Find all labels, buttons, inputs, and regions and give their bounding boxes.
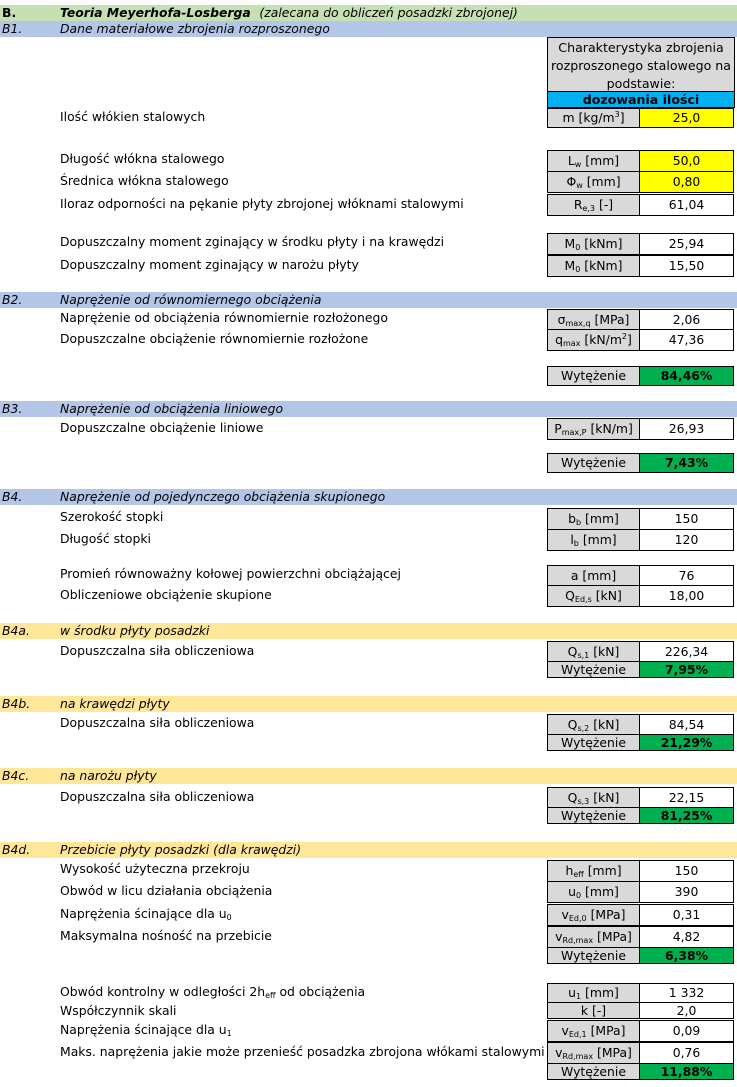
section-code: B4c. (2, 768, 30, 783)
section-code: B3. (2, 401, 23, 416)
symbol-m0-center: $M_0$ [kNm] (547, 233, 640, 255)
section-header-b4a (0, 623, 737, 639)
utilization-value-b4d-1: 6,38% (639, 947, 734, 964)
symbol-ved0: $v_{Ed,0}$ [MPa] (547, 904, 640, 926)
utilization-label-b4a: Wytężenie (547, 661, 640, 678)
value-qs1: 226,34 (639, 641, 734, 662)
symbol-sigma-q: $\sigma_{max,q}$ [MPa] (547, 309, 640, 330)
value-pmax: 26,93 (639, 418, 734, 440)
row-label-phiw: Średnica włókna stalowego (60, 173, 229, 188)
section-title: na krawędzi płyty (60, 696, 170, 711)
row-label-qmax: Dopuszczalne obciążenie równomiernie rozłożone (60, 331, 369, 346)
main-header-title: Teoria Meyerhofa-Losberga (zalecana do obliczeń posadzki zbrojonej) (60, 5, 518, 20)
row-label-m0-corner: Dopuszczalny moment zginający w narożu płyty (60, 257, 359, 272)
section-title: Naprężenie od pojedynczego obciążenia skupionego (60, 489, 386, 504)
dosing-mode-label: dozowania ilości (547, 91, 735, 108)
value-qs3: 22,15 (639, 787, 734, 808)
section-code: B2. (2, 292, 23, 307)
value-m-input[interactable]: 25,0 (639, 108, 734, 128)
value-qs2: 84,54 (639, 714, 734, 735)
section-code: B1. (2, 21, 23, 36)
symbol-u1: $u_1$ [mm] (547, 983, 640, 1003)
value-sigma-q: 2,06 (639, 309, 734, 330)
symbol-qs2: $Q_{s,2}$ [kN] (547, 714, 640, 735)
row-label-ved1: Naprężenia ścinające dla $u_1$ (60, 1022, 232, 1038)
section-code: B4d. (2, 842, 31, 857)
row-label-vrd-max-1: Maksymalna nośność na przebicie (60, 928, 272, 943)
utilization-label-b4b: Wytężenie (547, 734, 640, 751)
value-heff: 150 (639, 860, 734, 882)
row-label-qeds: Obliczeniowe obciążenie skupione (60, 587, 272, 602)
section-title: Naprężenie od równomiernego obciążenia (60, 292, 322, 307)
section-header-b4 (0, 489, 737, 505)
value-u1: 1 332 (639, 983, 734, 1003)
row-label-qs3: Dopuszczalna siła obliczeniowa (60, 789, 255, 804)
value-ved1: 0,09 (639, 1020, 734, 1042)
row-label-m: Ilość włókien stalowych (60, 109, 206, 124)
symbol-pmax: $P_{max,P}$ [kN/m] (547, 418, 640, 440)
section-header-b2 (0, 292, 737, 308)
row-label-lb: Długość stopki (60, 531, 151, 546)
symbol-vrd-max-2: $v_{Rd,max}$ [MPa] (547, 1042, 640, 1064)
section-title: na narożu płyty (60, 768, 157, 783)
symbol-m0-corner: $M_0$ [kNm] (547, 255, 640, 277)
symbol-vrd-max-1: $v_{Rd,max}$ [MPa] (547, 926, 640, 948)
row-label-lw: Długość włókna stalowego (60, 151, 225, 166)
symbol-qs1: $Q_{s,1}$ [kN] (547, 641, 640, 662)
section-code: B4a. (2, 623, 30, 638)
value-vrd-max-2: 0,76 (639, 1042, 734, 1064)
row-label-k: Współczynnik skali (60, 1003, 177, 1018)
utilization-value-b3: 7,43% (639, 453, 734, 473)
utilization-value-b4a: 7,95% (639, 661, 734, 678)
symbol-m: m $[kg/m^3]$ (547, 108, 640, 128)
symbol-qeds: $Q_{Ed,s}$ [kN] (547, 585, 640, 607)
symbol-bb: $b_b$ [mm] (547, 508, 640, 530)
characteristics-title: Charakterystyka zbrojenia rozproszonego stalowego na podstawie: (547, 37, 735, 92)
utilization-label-b3: Wytężenie (547, 453, 640, 473)
symbol-ved1: $v_{Ed,1}$ [MPa] (547, 1020, 640, 1042)
value-phiw-input[interactable]: 0,80 (639, 171, 734, 193)
symbol-phiw: $\Phi_w$ [mm] (547, 171, 640, 193)
row-label-ved0: Naprężenia ścinające dla $u_0$ (60, 906, 232, 922)
utilization-label-b2: Wytężenie (547, 366, 640, 386)
utilization-label-b4d-1: Wytężenie (547, 947, 640, 964)
symbol-lw: $L_w$ [mm] (547, 150, 640, 172)
main-header (0, 5, 737, 21)
section-header-b4b (0, 696, 737, 712)
row-label-qs2: Dopuszczalna siła obliczeniowa (60, 715, 255, 730)
utilization-value-b2: 84,46% (639, 366, 734, 386)
row-label-re3: Iloraz odporności na pękanie płyty zbrojonej włóknami stalowymi (60, 196, 464, 211)
value-lw-input[interactable]: 50,0 (639, 150, 734, 172)
symbol-k: k [-] (547, 1002, 640, 1019)
section-header-b3 (0, 401, 737, 417)
section-header-b4d (0, 842, 737, 858)
section-header-b1 (0, 21, 737, 37)
value-qmax: 47,36 (639, 329, 734, 351)
value-qeds: 18,00 (639, 585, 734, 607)
value-k: 2,0 (639, 1002, 734, 1019)
section-title: Naprężenie od obciążenia liniowego (60, 401, 284, 416)
symbol-qmax: $q_{max}$ $[kN/m^2]$ (547, 329, 640, 351)
utilization-label-b4d-2: Wytężenie (547, 1063, 640, 1080)
symbol-heff: $h_{eff}$ [mm] (547, 860, 640, 882)
value-vrd-max-1: 4,82 (639, 926, 734, 948)
value-bb: 150 (639, 508, 734, 530)
row-label-sigma-q: Naprężenie od obciążenia równomiernie rozłożonego (60, 310, 388, 325)
section-code: B4b. (2, 696, 31, 711)
main-header-code: B. (2, 5, 17, 20)
section-code: B4. (2, 489, 23, 504)
row-label-u1: Obwód kontrolny w odległości $2h_{eff}$ od obciążenia (60, 984, 366, 1000)
section-title: Dane materiałowe zbrojenia rozproszonego (60, 21, 330, 36)
row-label-qs1: Dopuszczalna siła obliczeniowa (60, 643, 255, 658)
value-m0-corner: 15,50 (639, 255, 734, 277)
row-label-pmax: Dopuszczalne obciążenie liniowe (60, 420, 264, 435)
utilization-value-b4b: 21,29% (639, 734, 734, 751)
symbol-re3: $R_{e,3}$ [-] (547, 194, 640, 216)
row-label-heff: Wysokość użyteczna przekroju (60, 861, 250, 876)
symbol-a: a [mm] (547, 565, 640, 586)
row-label-m0-center: Dopuszczalny moment zginający w środku płyty i na krawędzi (60, 234, 445, 249)
value-m0-center: 25,94 (639, 233, 734, 255)
row-label-bb: Szerokość stopki (60, 509, 164, 524)
symbol-lb: $l_b$ [mm] (547, 529, 640, 551)
value-u0: 390 (639, 881, 734, 903)
utilization-value-b4d-2: 11,88% (639, 1063, 734, 1080)
row-label-u0: Obwód w licu działania obciążenia (60, 883, 273, 898)
section-header-b4c (0, 768, 737, 784)
row-label-a: Promień równoważny kołowej powierzchni obciążającej (60, 566, 401, 581)
value-re3: 61,04 (639, 194, 734, 216)
utilization-label-b4c: Wytężenie (547, 807, 640, 824)
symbol-qs3: $Q_{s,3}$ [kN] (547, 787, 640, 808)
value-ved0: 0,31 (639, 904, 734, 926)
symbol-u0: $u_0$ [mm] (547, 881, 640, 903)
section-title: Przebicie płyty posadzki (dla krawędzi) (60, 842, 302, 857)
value-a: 76 (639, 565, 734, 586)
utilization-value-b4c: 81,25% (639, 807, 734, 824)
value-lb: 120 (639, 529, 734, 551)
section-title: w środku płyty posadzki (60, 623, 210, 638)
row-label-vrd-max-2: Maks. naprężenia jakie może przenieść posadzka zbrojona włókami stalowymi (60, 1044, 545, 1059)
